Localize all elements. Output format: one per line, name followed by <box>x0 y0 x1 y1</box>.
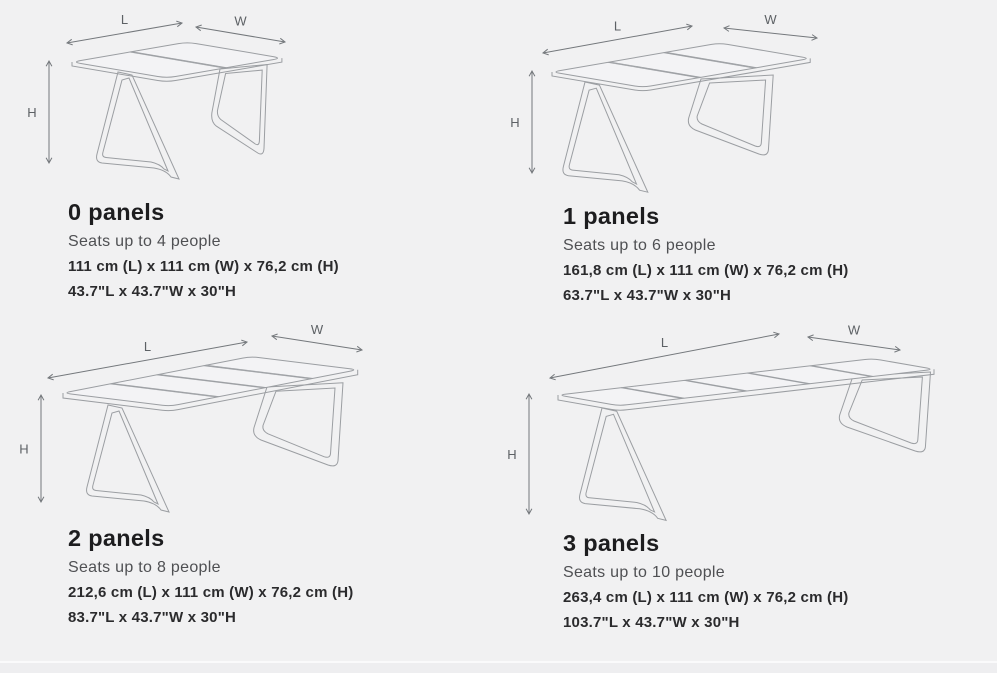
variant-seating: Seats up to 10 people <box>563 564 725 581</box>
variant-title: 1 panels <box>563 203 660 229</box>
svg-text:L: L <box>120 12 129 27</box>
variant-title: 3 panels <box>563 530 660 556</box>
variant-info <box>15 525 495 626</box>
svg-text:H: H <box>19 441 29 457</box>
panel-variant-card-2 <box>15 318 495 634</box>
svg-text:H: H <box>27 105 37 120</box>
variant-dimensions-metric: 263,4 cm (L) x 111 cm (W) x 76,2 cm (H) <box>563 589 849 606</box>
page-edge-band <box>0 663 997 673</box>
variant-dimensions-metric: 212,6 cm (L) x 111 cm (W) x 76,2 cm (H) <box>68 584 354 601</box>
variant-dimensions-imperial: 103.7"L x 43.7"W x 30"H <box>563 614 740 631</box>
table-illustration-3-panels <box>505 318 990 528</box>
variant-seating: Seats up to 8 people <box>68 559 221 576</box>
svg-text:L: L <box>613 18 622 34</box>
variant-dimensions-imperial: 83.7"L x 43.7"W x 30"H <box>68 609 237 626</box>
variant-dimensions-imperial: 43.7"L x 43.7"W x 30"H <box>68 283 237 300</box>
table-illustration-0-panels <box>20 5 490 197</box>
panel-variant-card-3 <box>505 318 990 639</box>
variant-info <box>505 530 990 631</box>
svg-text:H: H <box>507 447 517 462</box>
variant-title: 2 panels <box>68 525 165 551</box>
svg-text:L: L <box>660 335 669 350</box>
svg-text:H: H <box>510 115 520 130</box>
variant-dimensions-metric: 111 cm (L) x 111 cm (W) x 76,2 cm (H) <box>68 258 339 275</box>
variant-title: 0 panels <box>68 199 165 225</box>
variant-info <box>20 199 490 300</box>
svg-text:W: W <box>310 322 324 337</box>
variant-seating: Seats up to 6 people <box>563 237 716 254</box>
svg-text:L: L <box>143 339 152 354</box>
svg-text:W: W <box>847 322 861 338</box>
svg-text:W: W <box>764 12 777 27</box>
panel-variant-card-1 <box>505 5 975 312</box>
variant-dimensions-metric: 161,8 cm (L) x 111 cm (W) x 76,2 cm (H) <box>563 262 849 279</box>
table-illustration-2-panels <box>15 318 495 523</box>
variant-seating: Seats up to 4 people <box>68 233 221 250</box>
variant-info <box>505 203 975 304</box>
variant-dimensions-imperial: 63.7"L x 43.7"W x 30"H <box>563 287 732 304</box>
table-illustration-1-panel <box>505 5 975 201</box>
svg-text:W: W <box>234 13 247 29</box>
panel-variant-card-0 <box>20 5 490 308</box>
